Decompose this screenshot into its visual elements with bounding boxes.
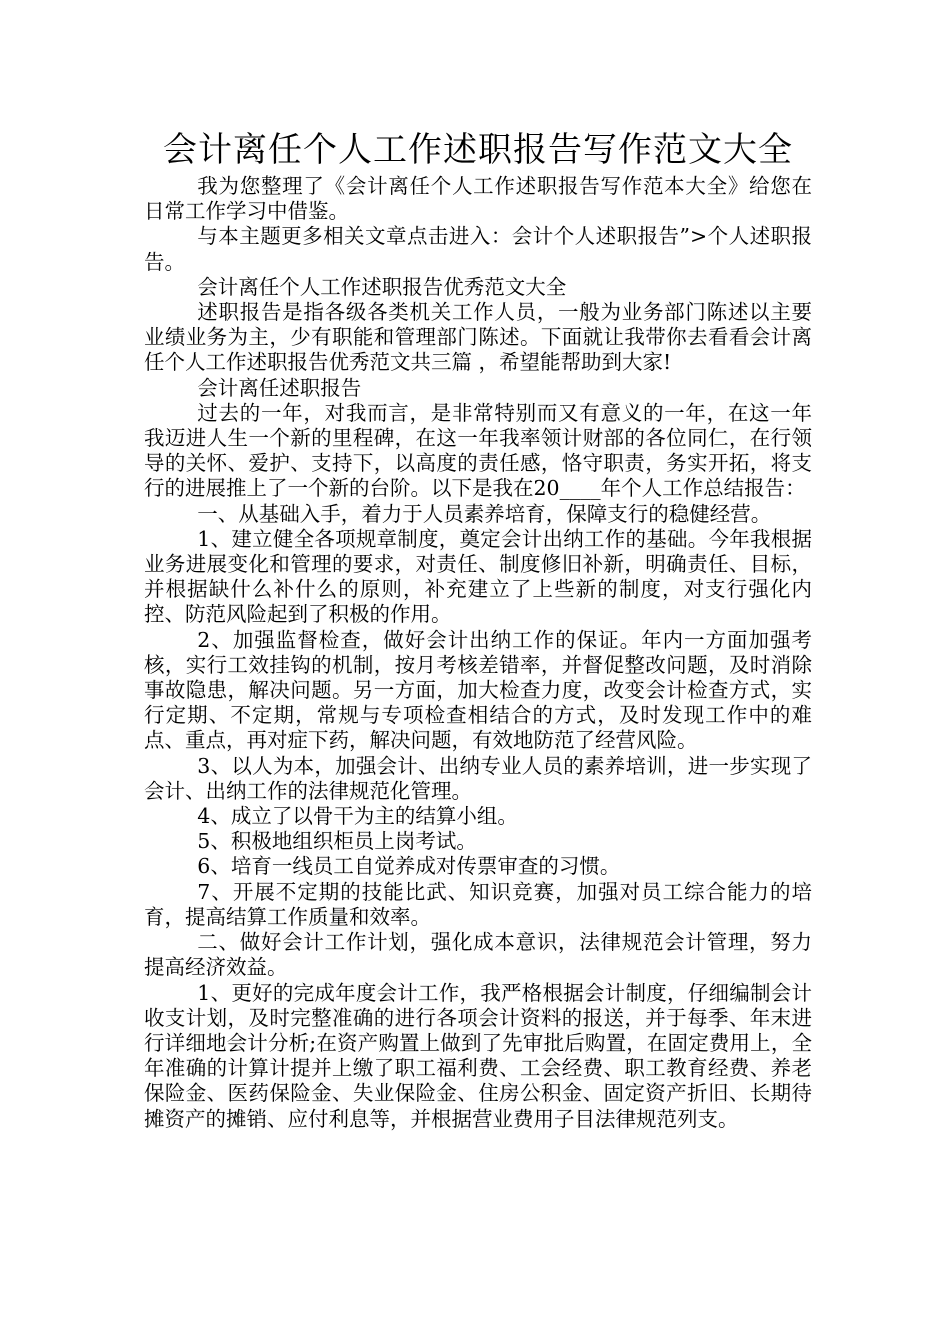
paragraph: 二、做好会计工作计划，强化成本意识，法律规范会计管理，努力提高经济效益。 xyxy=(144,930,812,980)
paragraph: 7、开展不定期的技能比武、知识竞赛，加强对员工综合能力的培育，提高结算工作质量和效率。 xyxy=(144,879,812,929)
paragraph: 与本主题更多相关文章点击进入：会计个人述职报告”>个人述职报告。 xyxy=(144,224,812,274)
paragraph: 5、积极地组织柜员上岗考试。 xyxy=(197,829,477,854)
paragraph: 我为您整理了《会计离任个人工作述职报告写作范本大全》给您在日常工作学习中借鉴。 xyxy=(144,174,812,224)
paragraph: 6、培育一线员工自觉养成对传票审查的习惯。 xyxy=(197,854,621,879)
paragraph: 1、建立健全各项规章制度，奠定会计出纳工作的基础。今年我根据业务进展变化和管理的要求，对责任、制度修旧补新，明确责任、目标，并根据缺什么补什么的原则，补充建立了上些新的制度，对支行强化内控、防范风险起到了积极的作用。 xyxy=(144,526,812,627)
paragraph: 一、从基础入手，着力于人员素养培育，保障支行的稳健经营。 xyxy=(197,501,772,526)
document-title: 会计离任个人工作述职报告写作范文大全 xyxy=(163,130,793,170)
section-heading: 会计离任述职报告 xyxy=(197,375,362,400)
paragraph: 3、以人为本，加强会计、出纳专业人员的素养培训，进一步实现了会计、出纳工作的法律规范化管理。 xyxy=(144,753,812,803)
paragraph: 述职报告是指各级各类机关工作人员，一般为业务部门陈述以主要业绩业务为主，少有职能和管理部门陈述。下面就让我带你去看看会计离任个人工作述职报告优秀范文共三篇 ，希望能帮助到大家! xyxy=(144,300,812,375)
section-heading: 会计离任个人工作述职报告优秀范文大全 xyxy=(197,274,567,299)
document-page xyxy=(144,128,812,1132)
paragraph: 4、成立了以骨干为主的结算小组。 xyxy=(197,804,518,829)
paragraph: 过去的一年，对我而言，是非常特别而又有意义的一年，在这一年我迈进人生一个新的里程碑，在这一年我率领计财部的各位同仁，在行领导的关怀、爱护、支持下，以高度的责任感，恪守职责，务实开拓，将支行的进展推上了一个新的台阶。以下是我在20____年个人工作总结报告： xyxy=(144,400,812,501)
paragraph: 1、更好的完成年度会计工作，我严格根据会计制度，仔细编制会计收支计划，及时完整准确的进行各项会计资料的报送，并于每季、年末进行详细地会计分析;在资产购置上做到了先审批后购置，在固定费用上，全年准确的计算计提并上缴了职工福利费、工会经费、职工教育经费、养老保险金、医药保险金、失业保险金、住房公积金、固定资产折旧、长期待摊资产的摊销、应付利息等，并根据营业费用子目法律规范列支。 xyxy=(144,980,812,1131)
paragraph: 2、加强监督检查，做好会计出纳工作的保证。年内一方面加强考核，实行工效挂钩的机制，按月考核差错率，并督促整改问题，及时消除事故隐患，解决问题。另一方面，加大检查力度，改变会计检查方式，实行定期、不定期，常规与专项检查相结合的方式，及时发现工作中的难点、重点，再对症下药，解决问题，有效地防范了经营风险。 xyxy=(144,627,812,753)
